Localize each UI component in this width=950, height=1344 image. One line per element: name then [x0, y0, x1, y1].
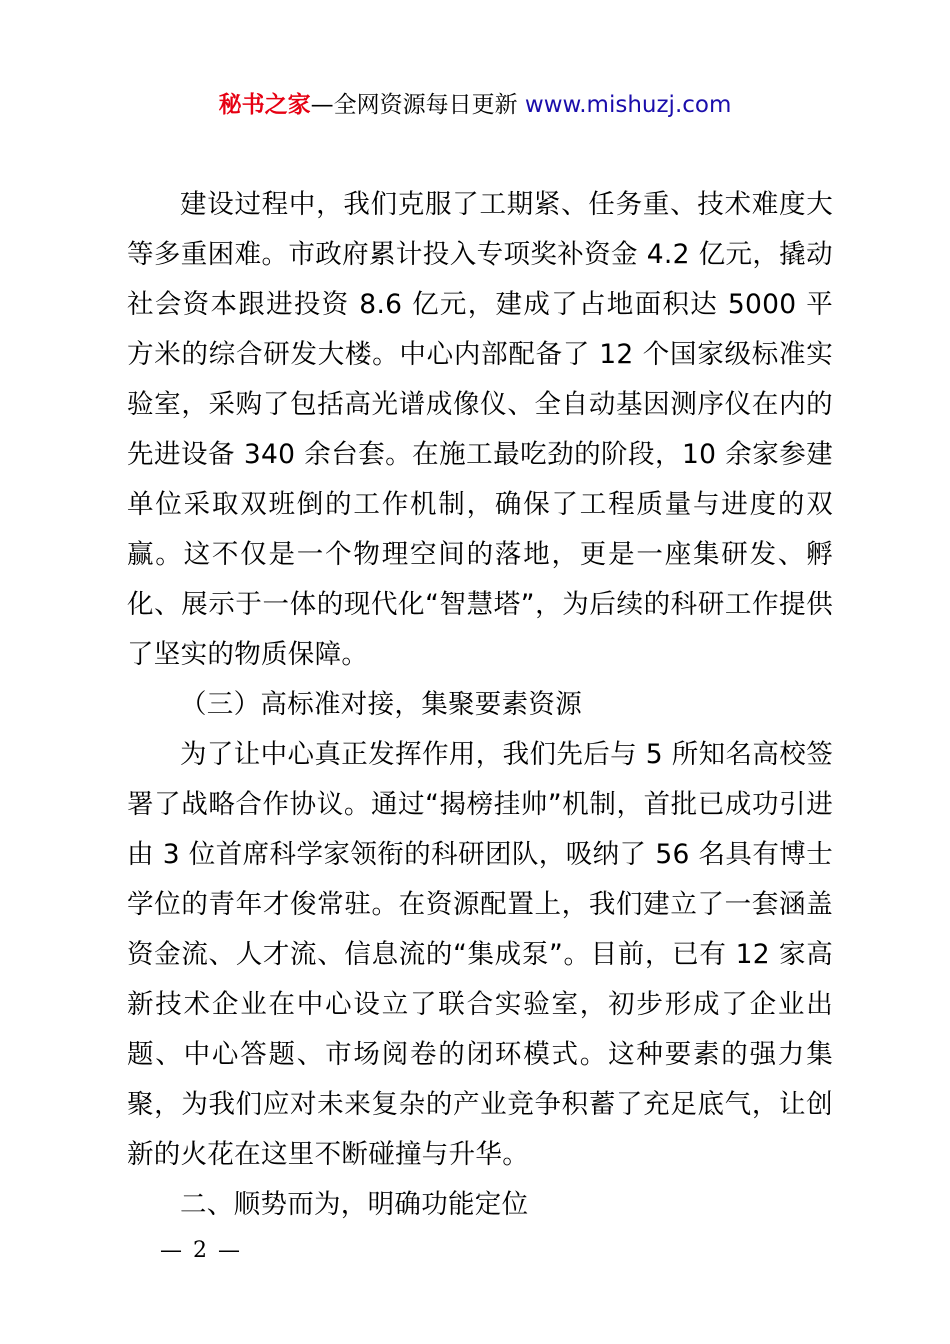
site-header	[0, 88, 950, 122]
page-number: — 2 —	[160, 1238, 242, 1263]
document-body	[127, 180, 833, 1230]
body-paragraph: 建设过程中，我们克服了工期紧、任务重、技术难度大等多重困难。市政府累计投入专项奖补资金 4.2 亿元，撬动社会资本跟进投资 8.6 亿元，建成了占地面积达 5000 平方米的综合研发大楼。中心内部配备了 12 个国家级标准实验室，采购了包括高光谱成像仪、全自动基因测序仪在内的先进设备 340 余台套。在施工最吃劲的阶段，10 余家参建单位采取双班倒的工作机制，确保了工程质量与进度的双赢。这不仅是一个物理空间的落地，更是一座集研发、孵化、展示于一体的现代化“智慧塔”，为后续的科研工作提供了坚实的物质保障。	[127, 189, 833, 670]
brand-name: 秘书之家	[218, 92, 311, 118]
body-paragraph: 为了让中心真正发挥作用，我们先后与 5 所知名高校签署了战略合作协议。通过“揭榜挂帅”机制，首批已成功引进由 3 位首席科学家领衔的科研团队，吸纳了 56 名具有博士学位的青年才俊常驻。在资源配置上，我们建立了一套涵盖资金流、人才流、信息流的“集成泵”。目前，已有 12 家高新技术企业在中心设立了联合实验室，初步形成了企业出题、中心答题、市场阅卷的闭环模式。这种要素的强力集聚，为我们应对未来复杂的产业竞争积蓄了充足底气，让创新的火花在这里不断碰撞与升华。	[127, 739, 833, 1170]
section-heading: 二、顺势而为，明确功能定位	[180, 1189, 529, 1220]
header-slogan: —全网资源每日更新	[310, 92, 518, 118]
subsection-heading: （三）高标准对接，集聚要素资源	[180, 689, 582, 720]
site-url-link[interactable]: www.mishuzj.com	[524, 92, 732, 118]
